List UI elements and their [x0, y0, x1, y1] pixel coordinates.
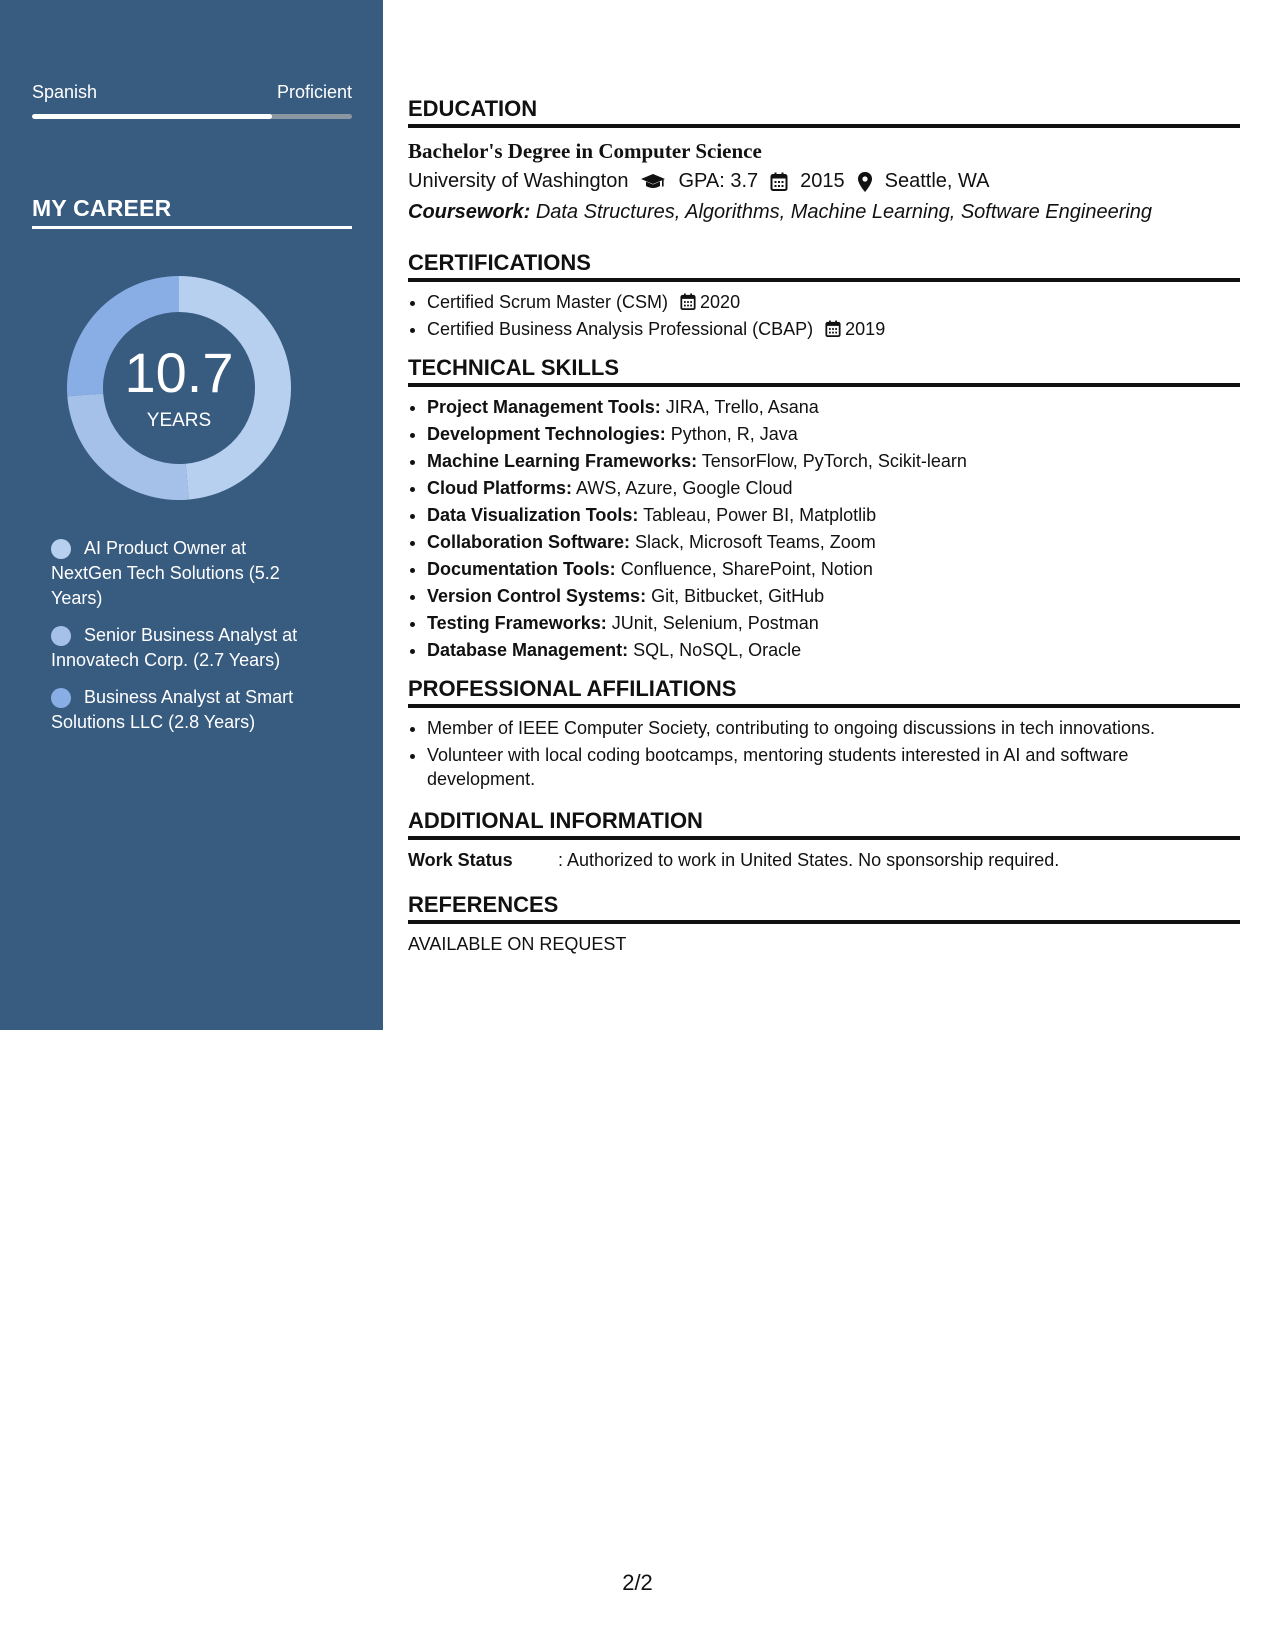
skills-title: TECHNICAL SKILLS — [408, 355, 620, 380]
section-rule — [408, 124, 1240, 128]
list-item: • Member of IEEE Computer Society, contributing to ongoing discussions in tech innovations. — [427, 716, 1240, 740]
section-rule — [408, 704, 1240, 708]
language-proficiency-bar — [32, 114, 352, 119]
list-item — [427, 638, 1240, 662]
language-row — [32, 82, 352, 104]
education-school: University of Washington — [408, 170, 629, 192]
certification-year: 2019 — [845, 319, 886, 339]
work-status-value: : Authorized to work in United States. No sponsorship required. — [558, 850, 1060, 870]
career-item — [51, 623, 321, 673]
skill-label: Cloud Platforms: — [427, 478, 573, 498]
affiliations-title: PROFESSIONAL AFFILIATIONS — [408, 676, 737, 701]
section-rule — [408, 278, 1240, 282]
career-dot-icon — [51, 626, 71, 646]
language-name: Spanish — [32, 82, 98, 102]
skill-value: AWS, Azure, Google Cloud — [576, 478, 793, 498]
section-rule — [408, 836, 1240, 840]
skill-value: Python, R, Java — [670, 424, 798, 444]
references-title: REFERENCES — [408, 892, 559, 917]
total-years-unit: YEARS — [146, 410, 212, 431]
skill-value: Git, Bitbucket, GitHub — [651, 586, 825, 606]
career-item-text: Senior Business Analyst at Innovatech Corp. (2.7 Years) — [51, 625, 298, 670]
list-item — [427, 317, 1240, 341]
skill-label: Collaboration Software: — [427, 532, 631, 552]
career-item — [51, 536, 321, 611]
skill-label: Data Visualization Tools: — [427, 505, 639, 525]
career-title: MY CAREER — [32, 195, 172, 221]
skill-label: Version Control Systems: — [427, 586, 647, 606]
career-dot-icon — [51, 688, 71, 708]
skills-list — [408, 395, 1240, 662]
calendar-icon — [825, 320, 841, 338]
work-status-label: Work Status — [408, 850, 513, 870]
main-content — [408, 95, 1240, 956]
certification-name: • Certified Business Analysis Professional (CBAP) — [427, 319, 814, 339]
career-title-rule — [32, 226, 352, 229]
section-rule — [408, 920, 1240, 924]
additional-info-title: ADDITIONAL INFORMATION — [408, 808, 703, 833]
career-list — [51, 536, 321, 747]
skill-value: JUnit, Selenium, Postman — [611, 613, 819, 633]
graduation-cap-icon — [640, 172, 666, 192]
education-location: Seattle, WA — [884, 170, 990, 192]
list-item — [427, 395, 1240, 419]
education-title: EDUCATION — [408, 96, 538, 121]
certification-year: 2020 — [700, 292, 741, 312]
page-number: 2/2 — [622, 1570, 653, 1595]
list-item — [427, 611, 1240, 635]
skill-label: Development Technologies: — [427, 424, 666, 444]
education-degree: Bachelor's Degree in Computer Science — [408, 139, 762, 163]
skill-label: Testing Frameworks: — [427, 613, 607, 633]
certification-name: • Certified Scrum Master (CSM) — [427, 292, 669, 312]
skill-label: Documentation Tools: — [427, 559, 616, 579]
sidebar — [0, 0, 383, 1030]
career-dot-icon — [51, 539, 71, 559]
skill-value: SQL, NoSQL, Oracle — [633, 640, 802, 660]
certifications-title: CERTIFICATIONS — [408, 250, 591, 275]
list-item — [427, 476, 1240, 500]
education-gpa: GPA: 3.7 — [678, 170, 759, 192]
education-year: 2015 — [800, 170, 845, 192]
calendar-icon — [770, 172, 788, 192]
list-item — [427, 557, 1240, 581]
list-item — [427, 503, 1240, 527]
skill-value: JIRA, Trello, Asana — [665, 397, 819, 417]
certifications-list — [408, 290, 1240, 341]
list-item: • Volunteer with local coding bootcamps, mentoring students interested in AI and software development. — [427, 743, 1240, 791]
total-years-value: 10.7 — [124, 341, 234, 404]
list-item — [427, 584, 1240, 608]
skill-label: Database Management: — [427, 640, 629, 660]
list-item — [427, 290, 1240, 314]
skill-value: TensorFlow, PyTorch, Scikit-learn — [701, 451, 967, 471]
coursework-value: Data Structures, Algorithms, Machine Learning, Software Engineering — [535, 201, 1153, 223]
skill-value: Confluence, SharePoint, Notion — [620, 559, 873, 579]
language-level: Proficient — [276, 82, 352, 102]
skill-label: Machine Learning Frameworks: — [427, 451, 698, 471]
list-item — [427, 530, 1240, 554]
career-item-text: AI Product Owner at NextGen Tech Solutions (5.2 Years) — [51, 538, 280, 608]
work-status-row — [408, 848, 1240, 872]
skill-value: Tableau, Power BI, Matplotlib — [643, 505, 877, 525]
skill-label: Project Management Tools: — [427, 397, 661, 417]
education-coursework — [408, 197, 1240, 227]
list-item — [427, 449, 1240, 473]
list-item — [427, 422, 1240, 446]
career-item-text: Business Analyst at Smart Solutions LLC (2.8 Years) — [51, 687, 294, 732]
skill-value: Slack, Microsoft Teams, Zoom — [635, 532, 876, 552]
education-details — [408, 166, 1240, 197]
references-text: AVAILABLE ON REQUEST — [408, 934, 627, 954]
language-proficiency-fill — [32, 114, 272, 119]
coursework-label: Coursework: — [408, 201, 531, 223]
calendar-icon — [680, 293, 696, 311]
affiliations-list — [408, 716, 1240, 791]
section-rule — [408, 383, 1240, 387]
location-pin-icon — [857, 171, 873, 193]
career-item — [51, 685, 321, 735]
